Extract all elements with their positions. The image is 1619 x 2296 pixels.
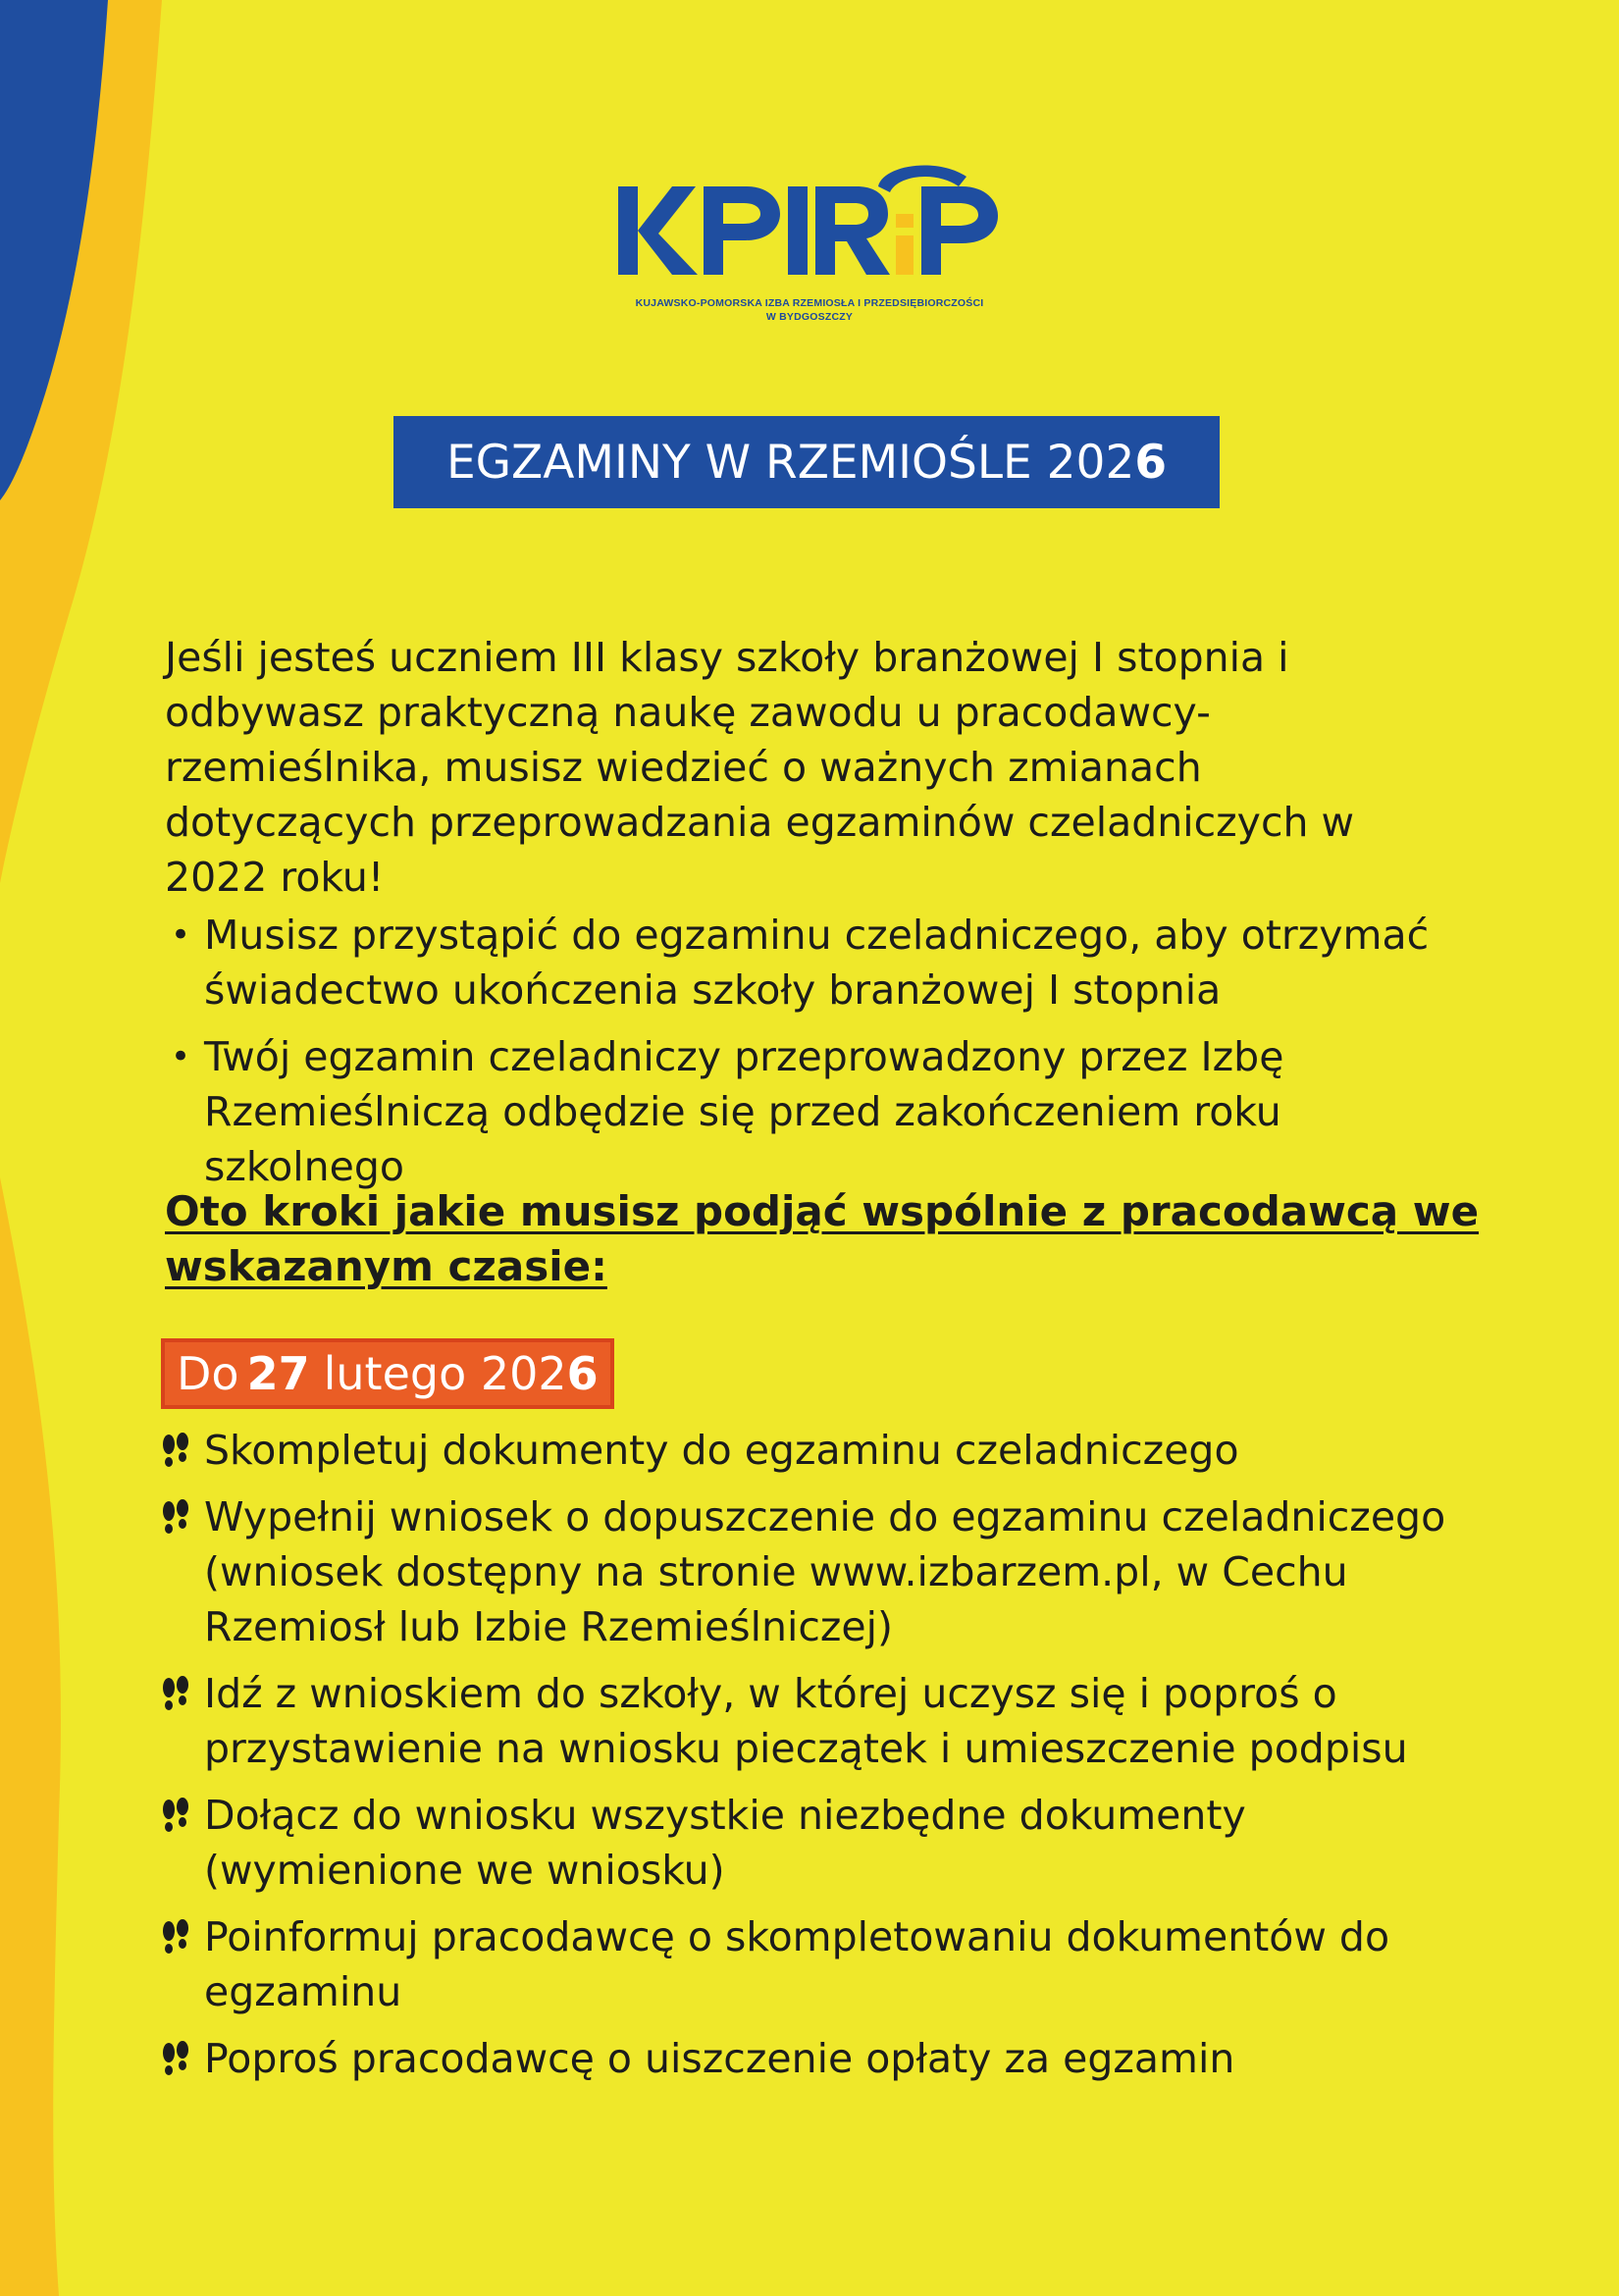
info-bullet-text: Twój egzamin czeladniczy przeprowadzony przez Izbę Rzemieślniczą odbędzie się przed zakończeniem roku szkolnego: [204, 1033, 1284, 1190]
logo-subtitle-line1: KUJAWSKO-POMORSKA IZBA RZEMIOSŁA I PRZEDSIĘBIORCZOŚCI: [635, 297, 984, 309]
footprints-icon: [159, 1499, 192, 1537]
steps-heading: Oto kroki jakie musisz podjąć wspólnie z pracodawcą we wskazanym czasie:: [165, 1187, 1480, 1290]
intro-paragraph: Jeśli jesteś uczniem III klasy szkoły branżowej I stopnia i odbywasz praktyczną naukę zawodu u pracodawcy-rzemieślnika, musisz wiedzieć o ważnych zmianach dotyczących przeprowadzania egzaminów czeladniczych w 2022 roku!: [165, 634, 1355, 901]
deadline-badge: [161, 1338, 614, 1409]
info-bullet-list: [165, 908, 1460, 1206]
step-item: [157, 1489, 1491, 1654]
step-text: Poproś pracodawcę o uiszczenie opłaty za egzamin: [204, 2035, 1235, 2082]
deadline-prefix: Do: [177, 1347, 239, 1400]
title-year-digit: 6: [1134, 435, 1168, 490]
step-item: [157, 2031, 1491, 2086]
step-text: Idź z wnioskiem do szkoły, w której uczysz się i poproś o przystawienie na wniosku pieczątek i umieszczenie podpisu: [204, 1670, 1408, 1772]
footprints-icon: [159, 1798, 192, 1835]
step-text: Skompletuj dokumenty do egzaminu czeladniczego: [204, 1427, 1239, 1474]
step-item: [157, 1423, 1491, 1478]
kpirip-logo-mark: [613, 157, 1006, 294]
deadline-month-year: lutego 202: [323, 1347, 567, 1400]
title-text: EGZAMINY W RZEMIOŚLE 202: [445, 435, 1135, 490]
footprints-icon: [159, 2041, 192, 2078]
info-bullet: [165, 908, 1460, 1018]
step-text: Poinformuj pracodawcę o skompletowaniu dokumentów do egzaminu: [204, 1913, 1390, 2015]
footprints-icon: [159, 1919, 192, 1957]
title-banner: [393, 416, 1220, 508]
info-bullet-text: Musisz przystąpić do egzaminu czeladniczego, aby otrzymać świadectwo ukończenia szkoły branżowej I stopnia: [204, 912, 1430, 1014]
kpirip-logo: [613, 157, 1006, 334]
deadline-year-digit: 6: [566, 1347, 599, 1400]
steps-list: [157, 1423, 1491, 2098]
step-text: Dołącz do wniosku wszystkie niezbędne dokumenty (wymienione we wniosku): [204, 1792, 1246, 1894]
step-text: Wypełnij wniosek o dopuszczenie do egzaminu czeladniczego (wniosek dostępny na stronie www.izbarzem.pl, w Cechu Rzemiosł lub Izbie Rzemieślniczej): [204, 1493, 1446, 1650]
bullet-dot-icon: •: [171, 915, 191, 955]
step-item: [157, 1666, 1491, 1776]
footprints-icon: [159, 1676, 192, 1713]
logo-subtitle-line2: W BYDGOSZCZY: [765, 311, 854, 323]
info-bullet: [165, 1029, 1460, 1194]
step-item: [157, 1909, 1491, 2019]
deadline-day: 27: [246, 1347, 310, 1400]
footprints-icon: [159, 1433, 192, 1470]
step-item: [157, 1788, 1491, 1898]
bullet-dot-icon: •: [171, 1037, 191, 1076]
